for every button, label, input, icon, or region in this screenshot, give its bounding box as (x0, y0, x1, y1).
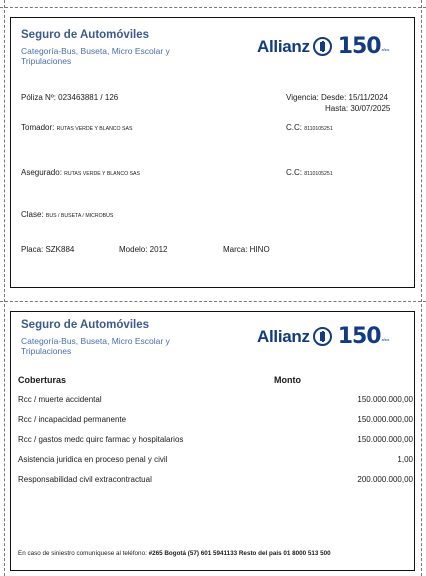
cut-line-top (0, 7, 426, 8)
card-title: Seguro de Automóviles (21, 29, 150, 41)
policyholder (21, 123, 132, 132)
coverage-amount: 200.000.000,00 (357, 475, 413, 484)
coverage-row (18, 455, 413, 464)
insured-id-label: C.C: (286, 168, 302, 177)
coverage-name: Rcc / muerte accidental (18, 395, 102, 404)
coverage-amount: 1,00 (397, 455, 413, 464)
coverages-header: Coberturas (18, 375, 67, 385)
card-title: Seguro de Automóviles (21, 319, 150, 331)
coverage-amount: 150.000.000,00 (357, 435, 413, 444)
insured-id-value: 8110105251 (304, 171, 333, 177)
vehicle-class-label: Clase: (21, 210, 44, 219)
policy-number: Póliza Nº: 023463881 / 126 (21, 93, 119, 102)
coverage-name: Rcc / incapacidad permanente (18, 415, 127, 424)
insured (21, 168, 140, 177)
anniversary-tag: años (381, 48, 390, 52)
cut-line-left (4, 0, 5, 576)
validity-from: Vigencia: Desde: 15/11/2024 (286, 93, 389, 102)
vehicle-class-value: BUS / BUSETA / MICROBUS (45, 213, 114, 219)
amount-header: Monto (274, 375, 301, 385)
validity-until: Hasta: 30/07/2025 (325, 104, 391, 113)
card-subtitle: Categoría-Bus, Buseta, Micro Escolar y Tripulaciones (21, 46, 170, 66)
policyholder-label: Tomador: (21, 123, 55, 132)
coverage-row (18, 395, 413, 404)
anniversary-tag: años (381, 338, 390, 342)
coverage-name: Asistencia juridica en proceso penal y civil (18, 455, 168, 464)
allianz-eagle-icon (313, 37, 332, 56)
vehicle-model: Modelo: 2012 (119, 245, 168, 254)
anniversary-150-mark: 150 (337, 34, 381, 59)
vehicle-brand: Marca: HINO (223, 245, 270, 254)
coverage-row (18, 435, 413, 444)
card-subtitle: Categoría-Bus, Buseta, Micro Escolar y Tripulaciones (21, 336, 170, 356)
coverage-row (18, 475, 413, 484)
cut-line-right (421, 0, 422, 576)
policyholder-id-value: 8110105251 (304, 126, 333, 132)
policy-card-coverages (10, 311, 415, 571)
allianz-eagle-icon (313, 327, 332, 346)
anniversary-150-mark: 150 (337, 324, 381, 349)
claims-contact-prefix: En caso de siniestro comuníquese al teléfono: (18, 550, 147, 557)
allianz-wordmark: Allianz (257, 326, 310, 346)
allianz-logo (257, 324, 389, 349)
policyholder-id-label: C.C: (286, 123, 302, 132)
policy-card-front (10, 17, 415, 288)
coverage-name: Rcc / gastos medc quirc farmac y hospitalarios (18, 435, 184, 444)
claims-contact-phones: #265 Bogotá (57) 601 5941133 Resto del país 01 8000 513 500 (148, 550, 331, 557)
policyholder-value: RUTAS VERDE Y BLANCO SAS (56, 126, 133, 132)
cut-line-middle (0, 301, 426, 302)
insured-value: RUTAS VERDE Y BLANCO SAS (64, 171, 140, 177)
coverage-amount: 150.000.000,00 (357, 395, 413, 404)
allianz-wordmark: Allianz (257, 36, 310, 56)
coverage-row (18, 415, 413, 424)
insured-label: Asegurado: (21, 168, 62, 177)
vehicle-class (21, 210, 113, 219)
vehicle-plate: Placa: SZK884 (21, 245, 75, 254)
claims-contact (18, 550, 331, 557)
policyholder-id (286, 123, 333, 132)
coverage-name: Responsabilidad civil extracontractual (18, 475, 152, 484)
insured-id (286, 168, 333, 177)
coverage-amount: 150.000.000,00 (357, 415, 413, 424)
allianz-logo (257, 34, 389, 59)
